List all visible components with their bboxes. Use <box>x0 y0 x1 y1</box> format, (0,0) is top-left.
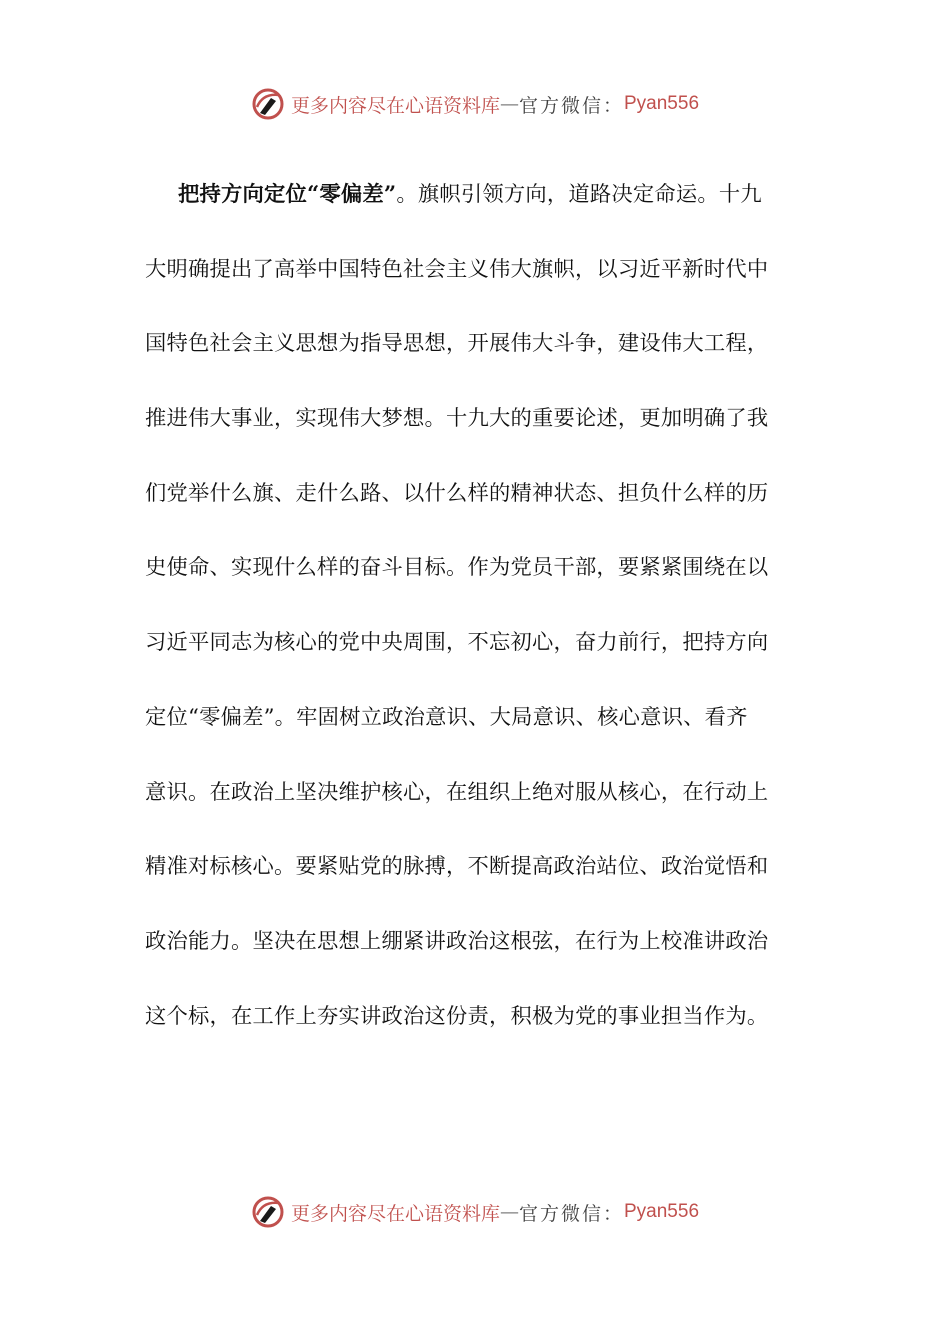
paragraph-line: 定位“零偏差”。牢固树立政治意识、大局意识、核心意识、看齐 <box>145 704 748 730</box>
paragraph-line: 精准对标核心。要紧贴党的脉搏，不断提高政治站位、政治觉悟和 <box>145 854 769 880</box>
pen-nib-logo-icon <box>251 87 285 121</box>
paragraph-line: 史使命、实现什么样的奋斗目标。作为党员干部，要紧紧围绕在以 <box>145 555 769 581</box>
banner-separator: — <box>499 1201 519 1223</box>
banner-wechat-id: Pyan556 <box>624 1201 700 1222</box>
banner-main-text: 更多内容尽在心语资料库 <box>290 94 500 117</box>
paragraph-heading: 把持方向定位“零偏差” <box>178 182 397 207</box>
paragraph-line: 大明确提出了高举中国特色社会主义伟大旗帜，以习近平新时代中 <box>145 256 769 282</box>
paragraph-line: 推进伟大事业，实现伟大梦想。十九大的重要论述，更加明确了我 <box>145 406 769 432</box>
banner-wechat-id: Pyan556 <box>624 93 700 114</box>
banner-main-text: 更多内容尽在心语资料库 <box>290 1202 500 1225</box>
paragraph-line: 这个标，在工作上夯实讲政治这份责，积极为党的事业担当作为。 <box>145 1003 769 1029</box>
footer-banner <box>0 1192 950 1232</box>
paragraph-line: 国特色社会主义思想为指导思想，开展伟大斗争，建设伟大工程， <box>145 331 769 357</box>
banner-wechat-label: 官方微信： <box>518 1202 624 1225</box>
header-banner <box>0 84 950 124</box>
banner-separator: — <box>499 93 519 115</box>
paragraph-line: 意识。在政治上坚决维护核心，在组织上绝对服从核心，在行动上 <box>145 779 769 805</box>
paragraph-line: 们党举什么旗、走什么路、以什么样的精神状态、担负什么样的历 <box>145 480 769 506</box>
banner-wechat-label: 官方微信： <box>518 94 624 117</box>
paragraph-line <box>145 158 805 233</box>
paragraph-line-text: 。旗帜引领方向，道路决定命运。十九 <box>396 182 762 207</box>
document-body <box>145 158 805 1054</box>
paragraph-line: 政治能力。坚决在思想上绷紧讲政治这根弦，在行为上校准讲政治 <box>145 928 769 954</box>
pen-nib-logo-icon <box>251 1195 285 1229</box>
paragraph-line: 习近平同志为核心的党中央周围，不忘初心，奋力前行，把持方向 <box>145 630 769 656</box>
